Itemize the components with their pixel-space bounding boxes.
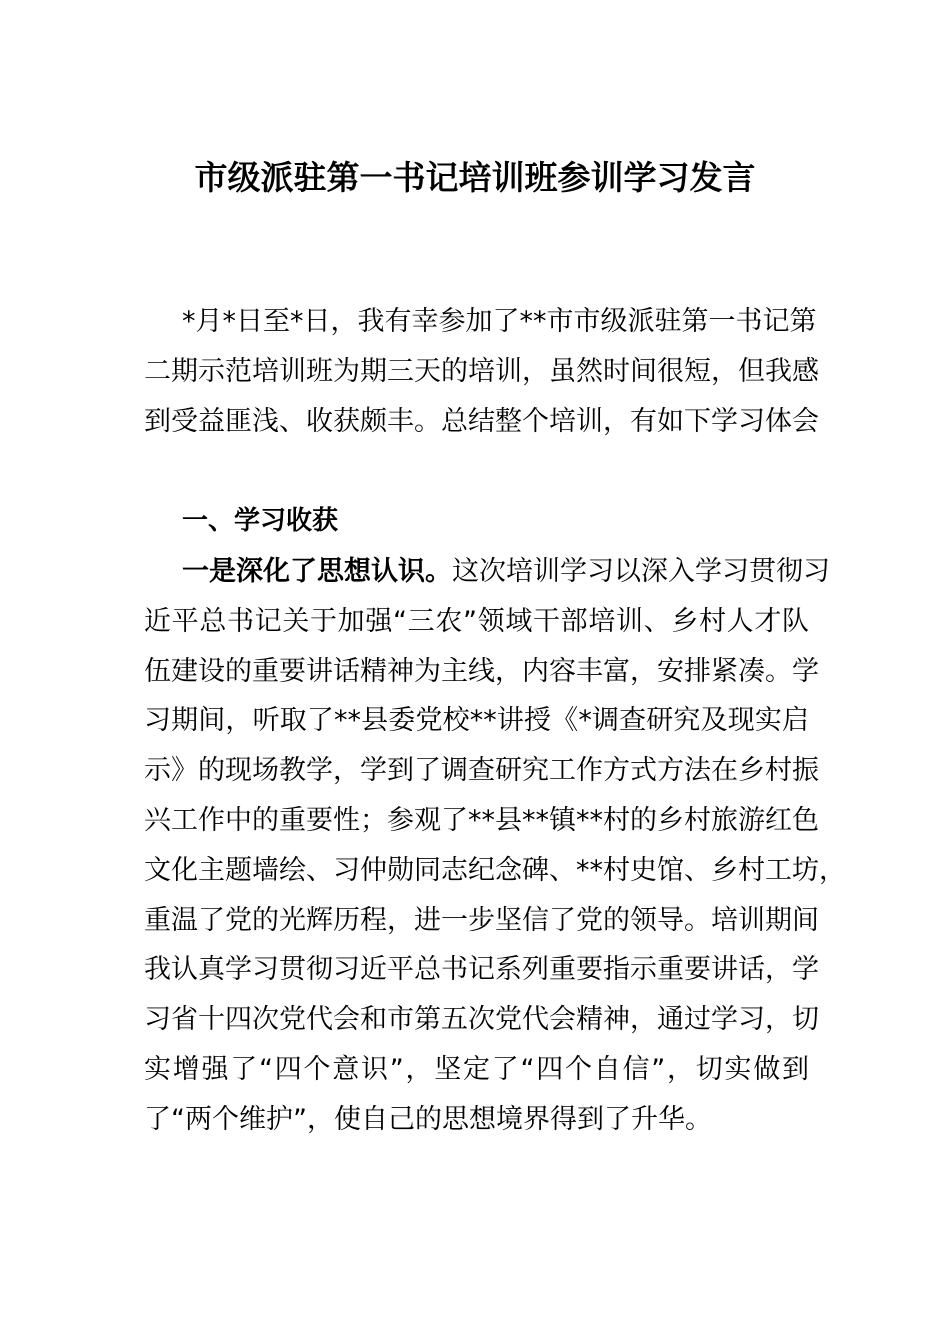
section-heading: 一、学习收获	[182, 506, 339, 536]
section-line: 我认真学习贯彻习近平总书记系列重要指示重要讲话，学	[144, 954, 819, 986]
document-title: 市级派驻第一书记培训班参训学习发言	[194, 158, 756, 197]
section-first-line-rest: 这次培训学习以深入学习贯彻习	[452, 556, 830, 587]
section-paragraph	[144, 547, 846, 1145]
section-line: 实增强了“四个意识”，坚定了“四个自信”，切实做到	[144, 1053, 809, 1085]
section-first-line	[144, 547, 830, 597]
intro-line: 二期示范培训班为期三天的培训，虽然时间很短，但我感	[144, 355, 819, 387]
section-line: 伍建设的重要讲话精神为主线，内容丰富，安排紧凑。学	[144, 655, 819, 687]
intro-paragraph	[144, 297, 819, 446]
intro-line: *月*日至*日，我有幸参加了**市市级派驻第一书记第	[182, 306, 817, 337]
section-line: 习省十四次党代会和市第五次党代会精神，通过学习，切	[144, 1004, 819, 1036]
section-line: 近平总书记关于加强“三农”领域干部培训、乡村人才队	[144, 605, 809, 637]
section-line: 示》的现场教学，学到了调查研究工作方式方法在乡村振	[144, 755, 819, 787]
section-line: 文化主题墙绘、习仲勋同志纪念碑、**村史馆、乡村工坊，	[144, 854, 846, 886]
intro-line: 到受益匪浅、收获颇丰。总结整个培训，有如下学习体会	[144, 405, 819, 437]
section-line: 重温了党的光辉历程，进一步坚信了党的领导。培训期间	[144, 904, 819, 936]
section-lead: 一是深化了思想认识。	[182, 556, 452, 587]
section-line: 习期间，听取了**县委党校**讲授《*调查研究及现实启	[144, 705, 809, 737]
section-line: 了“两个维护”，使自己的思想境界得到了升华。	[144, 1103, 712, 1135]
section-line: 兴工作中的重要性；参观了**县**镇**村的乡村旅游红色	[144, 804, 819, 836]
